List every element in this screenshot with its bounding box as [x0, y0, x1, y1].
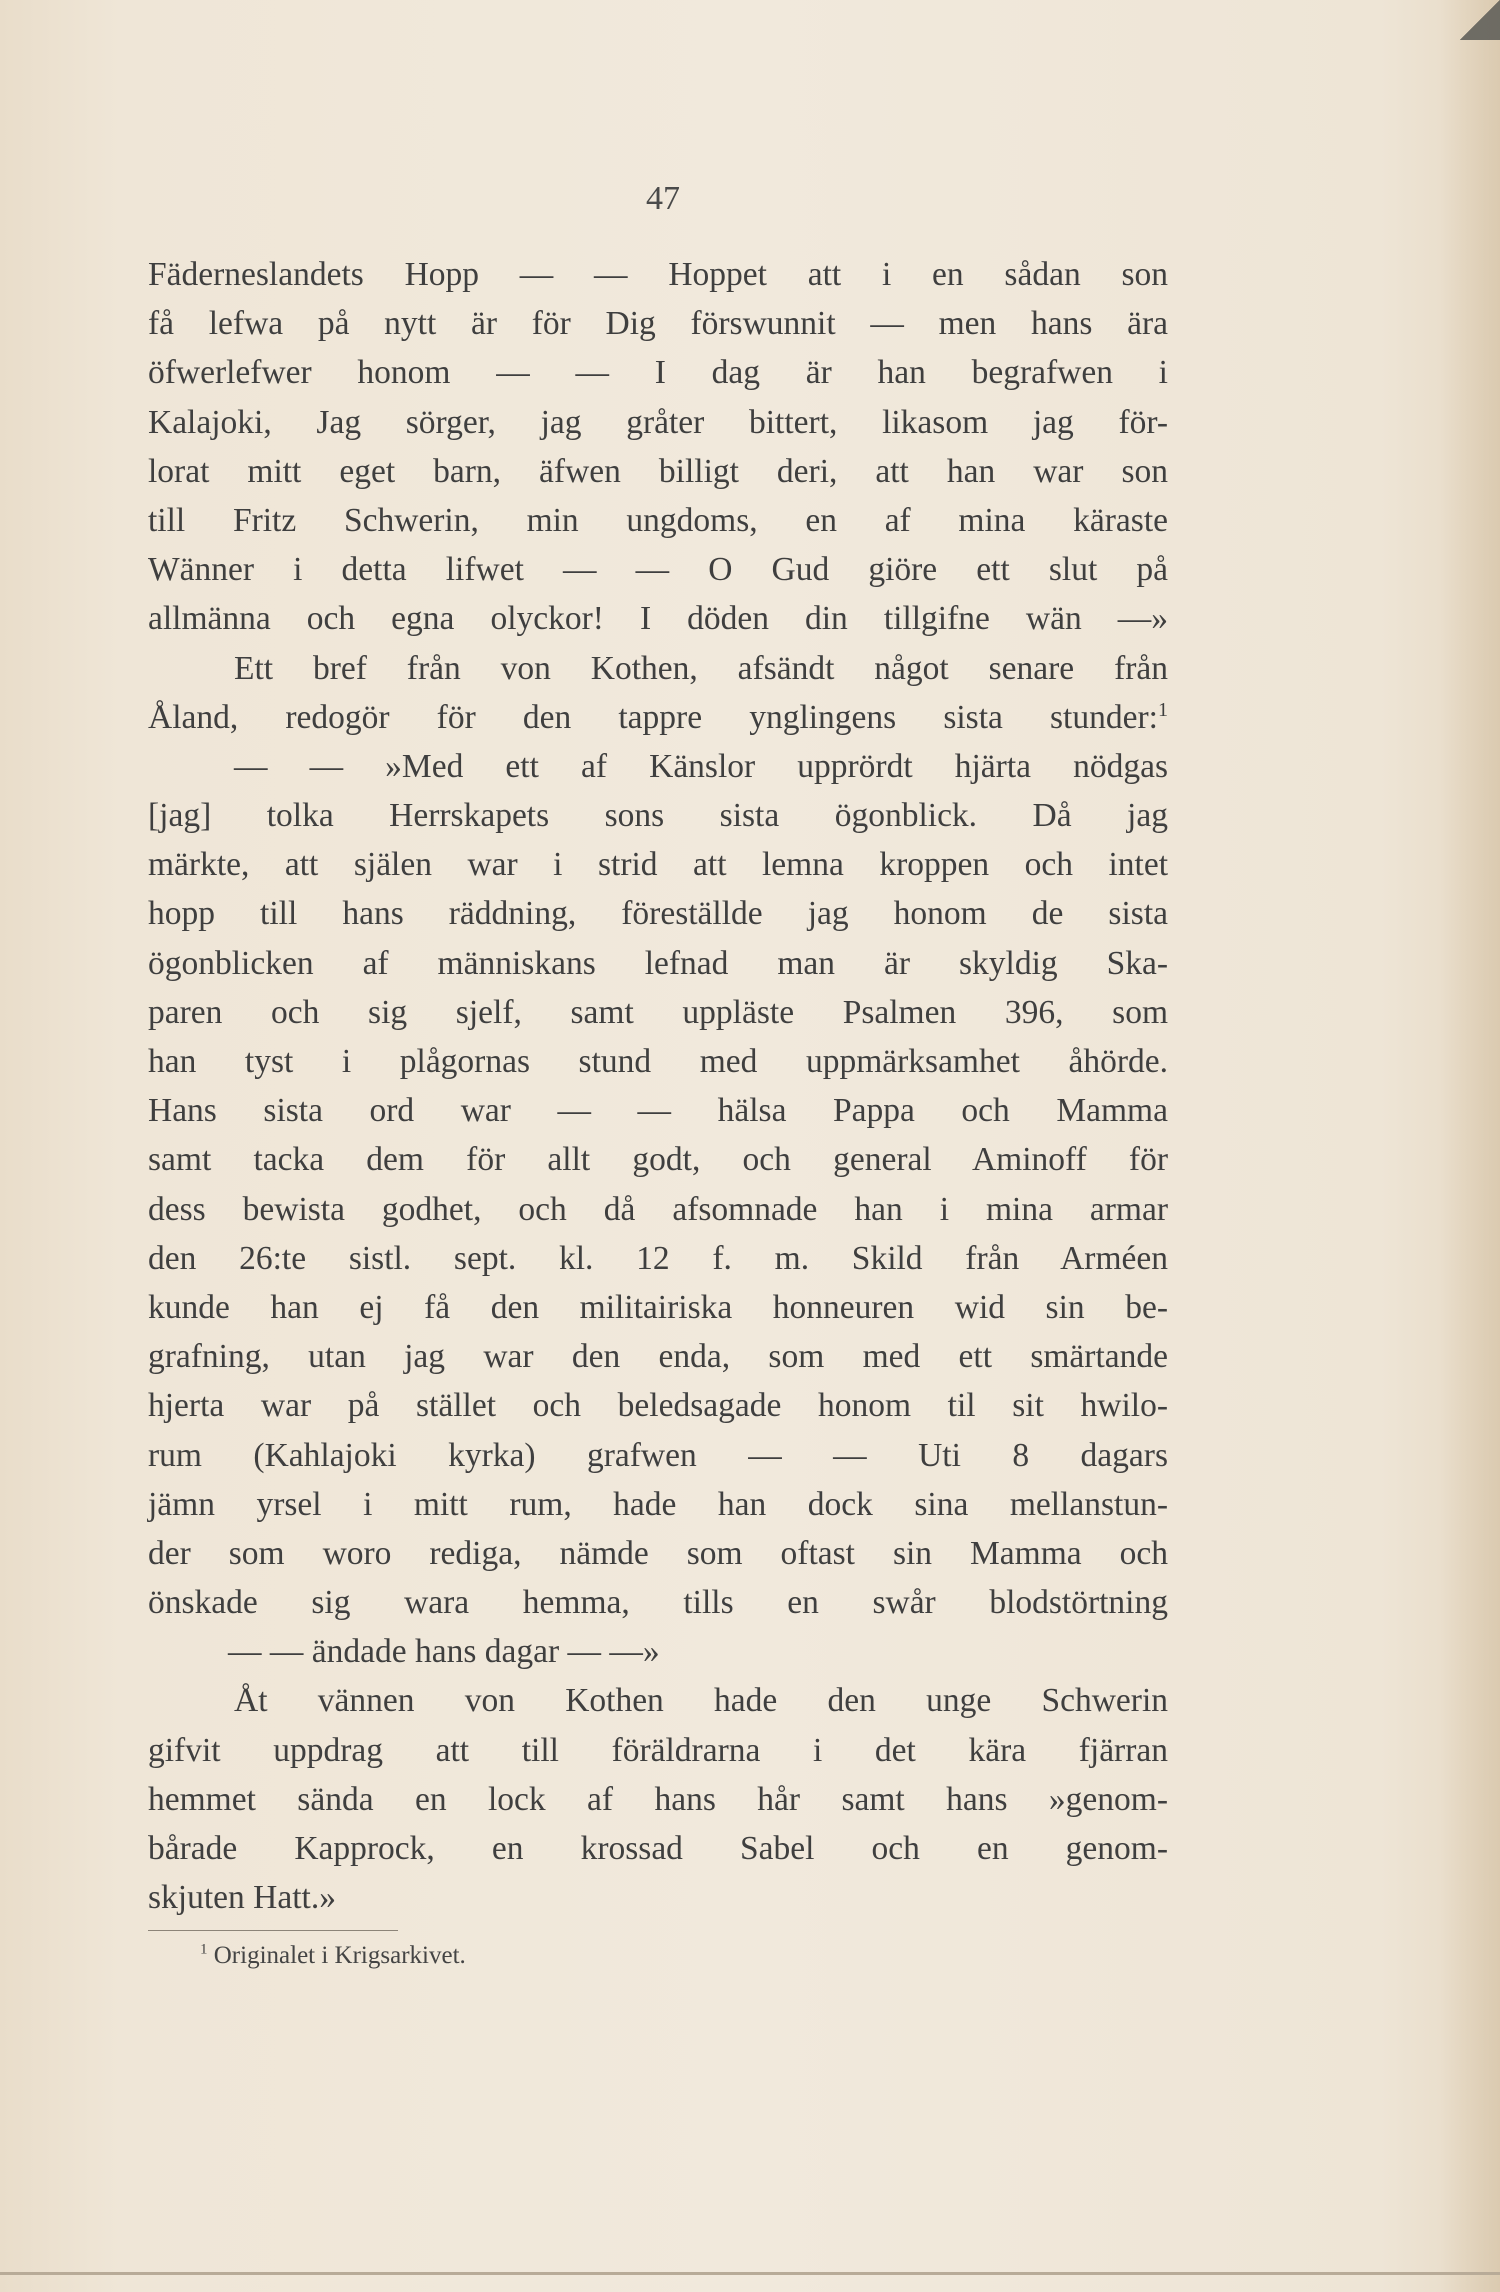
text-line: den 26:te sistl. sept. kl. 12 f. m. Skild från Arméen — [148, 1239, 1168, 1277]
text-line: skjuten Hatt.» — [148, 1879, 336, 1917]
text-line: Ett bref från von Kothen, afsändt något senare från — [234, 649, 1168, 687]
text-line: der som woro rediga, nämde som oftast sin Mamma och — [148, 1534, 1168, 1572]
footnote-number: 1 — [200, 1941, 208, 1958]
text-line: till Fritz Schwerin, min ungdoms, en af mina käraste — [148, 501, 1168, 539]
text-line: hjerta war på stället och beledsagade honom til sit hwilo- — [148, 1387, 1168, 1425]
footnote-marker: 1 — [1157, 698, 1168, 721]
text-line: — — ändade hans dagar — —» — [228, 1633, 660, 1671]
text-line: Wänner i detta lifwet — — O Gud giöre ett slut på — [148, 551, 1168, 589]
text-line: hopp till hans räddning, föreställde jag honom de sista — [148, 895, 1168, 933]
text-line: bårade Kapprock, en krossad Sabel och en genom- — [148, 1830, 1168, 1867]
text-line — [148, 693, 1168, 742]
text-line: önskade sig wara hemma, tills en swår blodstörtning — [148, 1584, 1168, 1622]
text-line: jämn yrsel i mitt rum, hade han dock sina mellanstun- — [148, 1485, 1168, 1523]
text-line: ögonblicken af människans lefnad man är skyldig Ska- — [148, 944, 1168, 982]
text-line: Åt vännen von Kothen hade den unge Schwerin — [234, 1682, 1168, 1720]
text-line: märkte, att själen war i strid att lemna kroppen och intet — [148, 846, 1168, 884]
text-line: Fäderneslandets Hopp — — Hoppet att i en sådan son — [148, 256, 1168, 293]
body-text — [148, 250, 1168, 1922]
footnote — [200, 1942, 466, 1970]
text-line: [jag] tolka Herrskapets sons sista ögonblick. Då jag — [148, 797, 1168, 835]
text-line: få lefwa på nytt är för Dig förswunnit — men hans ära — [148, 305, 1168, 343]
text-line: kunde han ej få den militairiska honneuren wid sin be- — [148, 1288, 1168, 1326]
text-line: Kalajoki, Jag sörger, jag gråter bittert, likasom jag för- — [148, 403, 1168, 441]
text-line: öfwerlefwer honom — — I dag är han begrafwen i — [148, 354, 1168, 392]
text-line: rum (Kahlajoki kyrka) grafwen — — Uti 8 dagars — [148, 1436, 1168, 1474]
text-line: dess bewista godhet, och då afsomnade han i mina armar — [148, 1190, 1168, 1228]
text-line: lorat mitt eget barn, äfwen billigt deri, att han war son — [148, 452, 1168, 490]
text-line: grafning, utan jag war den enda, som med ett smärtande — [148, 1338, 1168, 1376]
text-line: hemmet sända en lock af hans hår samt hans »genom- — [148, 1780, 1168, 1818]
footnote-text: Originalet i Krigsarkivet. — [213, 1942, 466, 1969]
text-line: han tyst i plågornas stund med uppmärksamhet åhörde. — [148, 1043, 1168, 1080]
text-line: allmänna och egna olyckor! I döden din tillgifne wän —» — [148, 600, 1168, 638]
text-line: gifvit uppdrag att till föräldrarna i det kära fjärran — [148, 1731, 1168, 1769]
page-edge-shadow — [1440, 0, 1500, 2292]
page-bottom-edge — [0, 2272, 1500, 2275]
text-line: paren och sig sjelf, samt uppläste Psalmen 396, som — [148, 993, 1168, 1031]
scan-corner-mark — [1460, 0, 1500, 40]
text-line: — — »Med ett af Känslor upprördt hjärta nödgas — [234, 747, 1168, 785]
text-line: Hans sista ord war — — hälsa Pappa och Mamma — [148, 1092, 1168, 1130]
page-number: 47 — [646, 180, 680, 217]
text-line-content: Åland, redogör för den tappre ynglingens sista stunder: — [148, 698, 1158, 736]
footnote-rule — [148, 1930, 398, 1931]
text-line: samt tacka dem för allt godt, och general Aminoff för — [148, 1141, 1168, 1179]
